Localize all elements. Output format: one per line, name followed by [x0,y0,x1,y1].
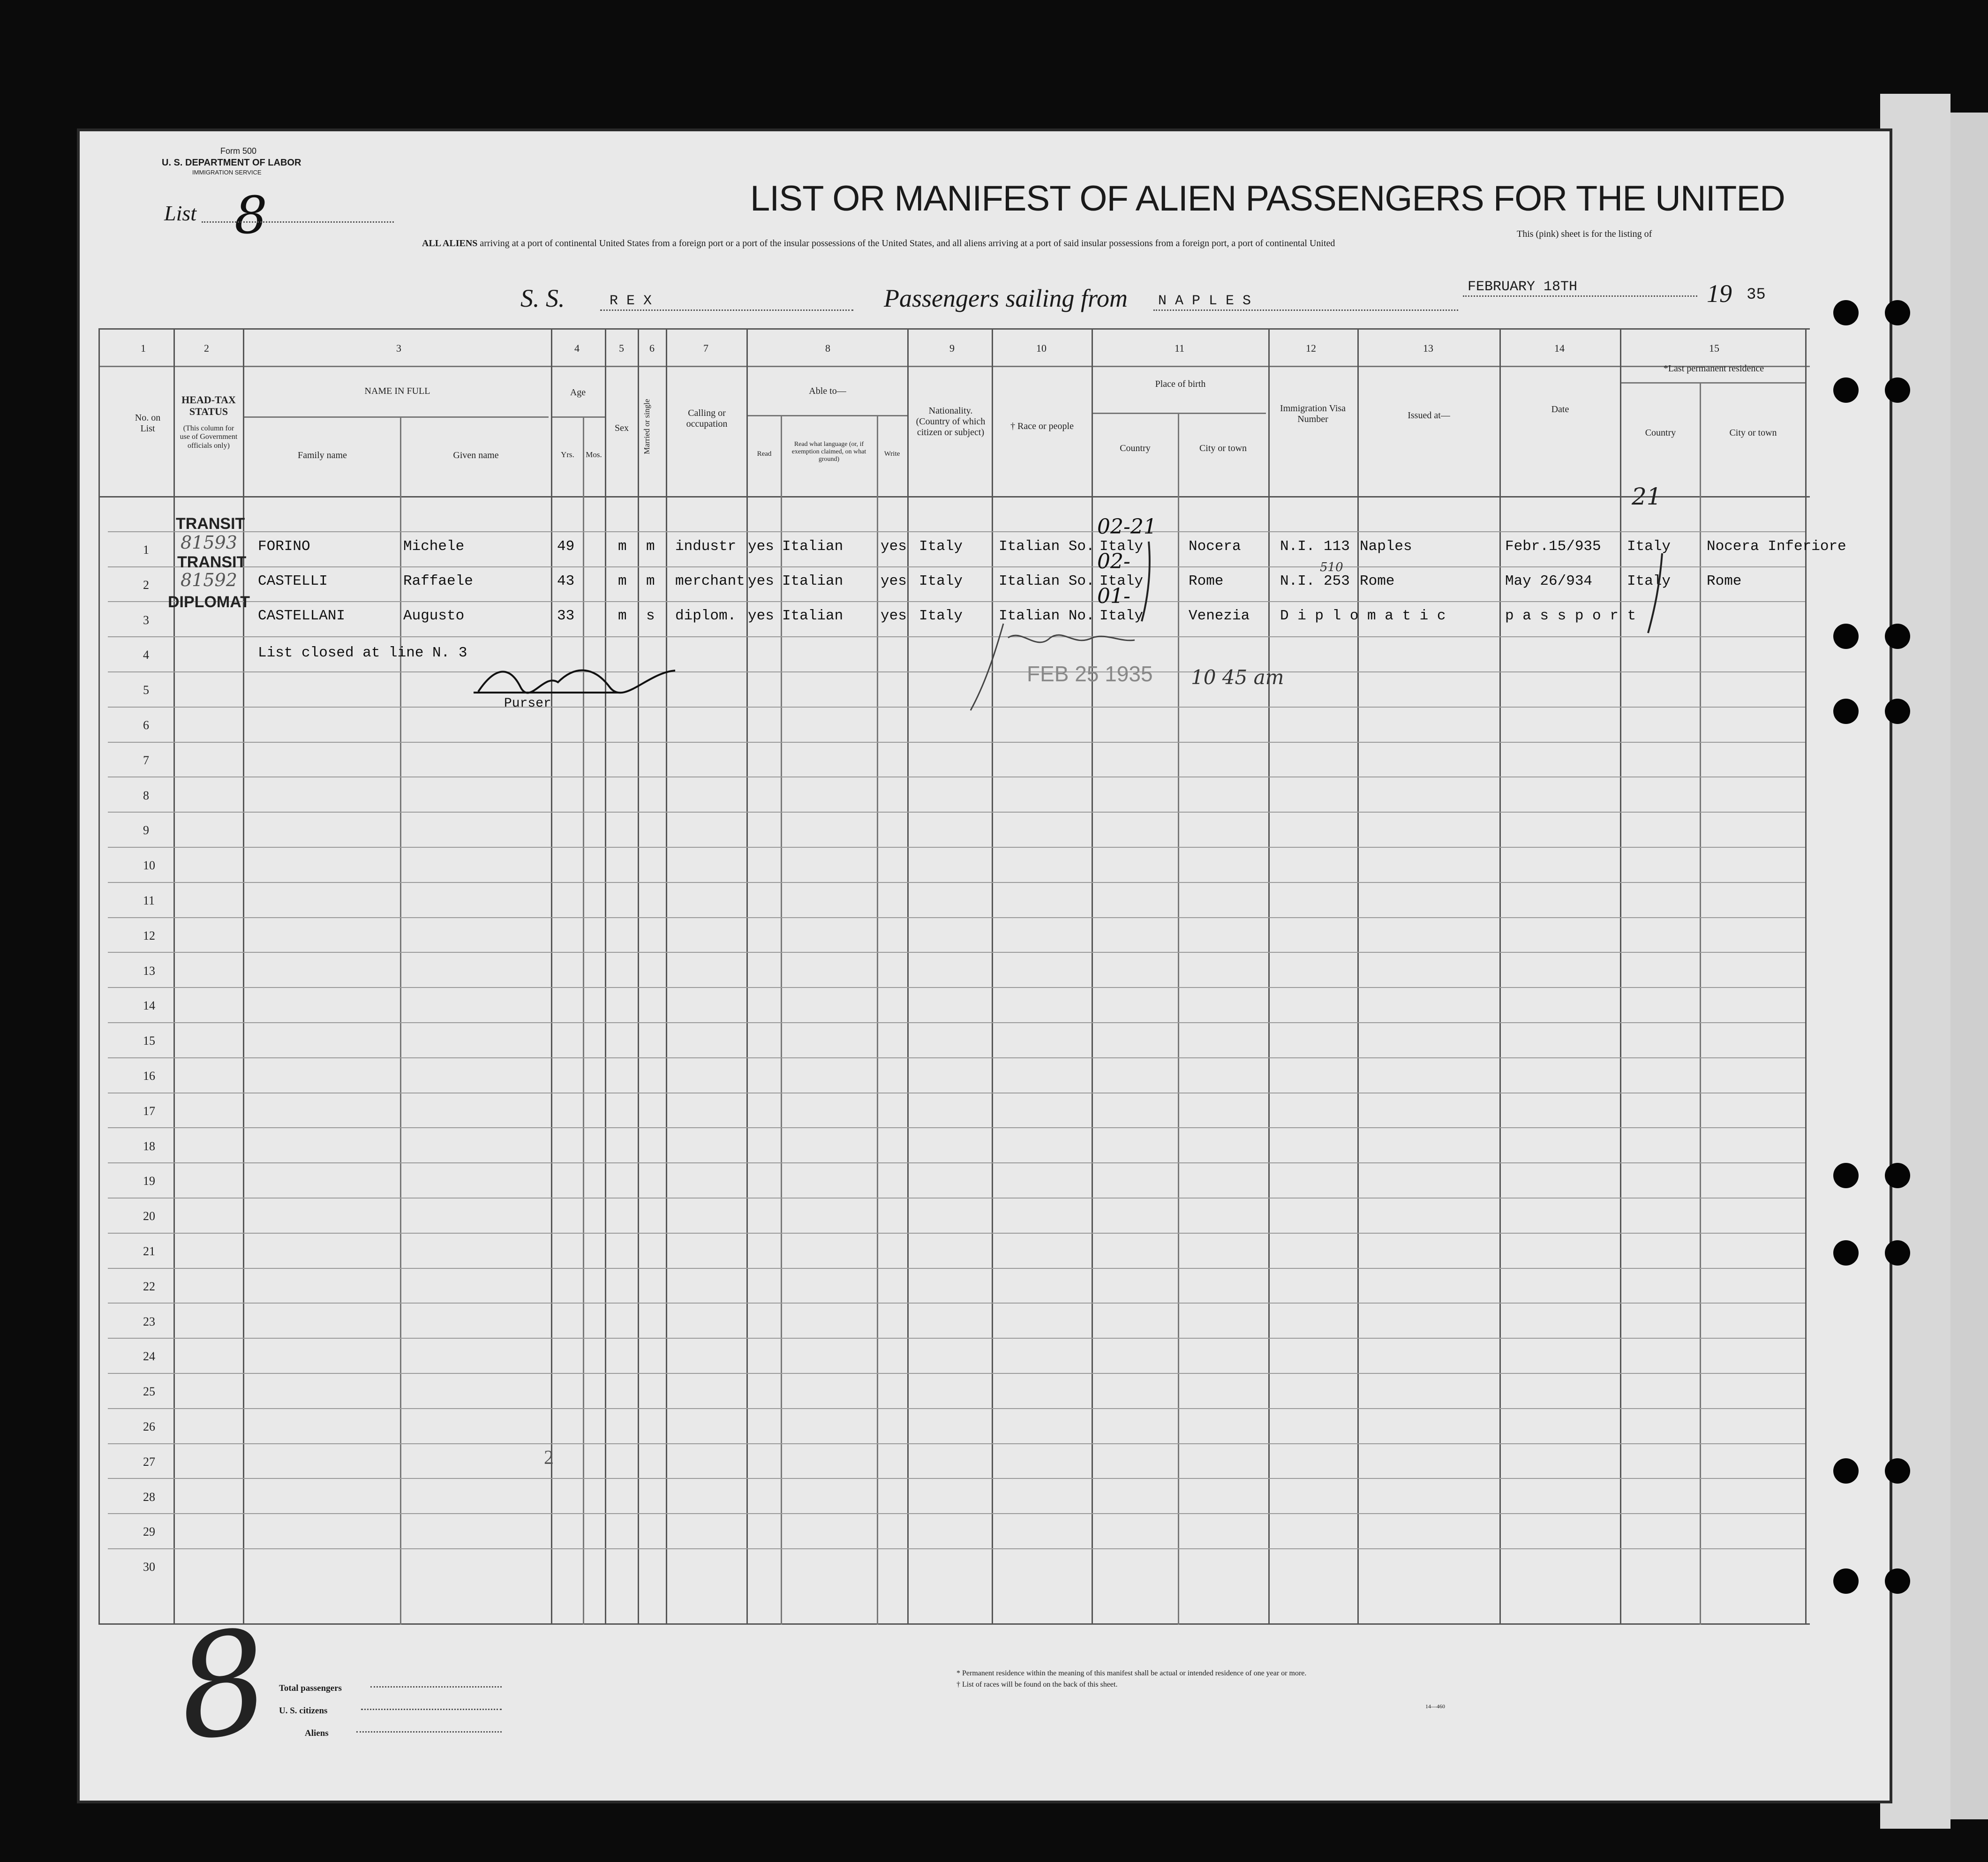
row-rule [108,1443,1805,1444]
table-top-border [98,328,1810,330]
cell-age: 33 [557,608,575,624]
row-rule [108,1233,1805,1234]
departure-port: N A P L E S [1158,293,1251,309]
binder-hole [1833,699,1859,724]
cell-race: Italian No. [999,608,1095,624]
form-number: Form 500 [220,146,257,156]
cell-occupation: merchant [675,573,745,589]
hdr-yrs: Yrs. [561,450,574,459]
cell-family-name: CASTELLANI [258,608,346,624]
hdr-sex: Sex [615,423,629,433]
date-rule [1463,295,1697,297]
page-mark: 2 [544,1447,554,1469]
port-rule [1153,309,1458,311]
row-number: 24 [143,1349,155,1363]
hdr-read: Read [757,450,772,458]
row-rule [108,952,1805,953]
cell-birth-city: Venezia [1189,608,1250,624]
col-border-13 [1499,328,1501,1625]
hdr-head-tax: HEAD-TAX STATUS [181,394,236,418]
hdr-calling: Calling or occupation [686,408,728,429]
row-rule [108,1127,1805,1128]
row-number: 20 [143,1209,155,1223]
year-prefix: 19 [1707,279,1732,308]
cell-nationality: Italy [919,573,963,589]
inspection-time: 10 45 am [1191,666,1284,689]
stamp-row-1: 81593 [181,532,237,553]
row-number: 12 [143,929,155,942]
residence-subheader-rule [1620,382,1805,384]
manifest-subtitle [422,238,1335,249]
row-number: 28 [143,1490,155,1504]
row-number: 30 [143,1560,155,1574]
us-citizens-label: U. S. citizens [279,1706,328,1716]
row-rule [108,671,1805,672]
row-number: 25 [143,1385,155,1398]
subtitle-text: arriving at a port of continental United States from a foreign port or a port of the insular possessions of the United States, and all aliens arriving at a port of said insular possessions from a foreign port, a port of continental United [480,238,1335,249]
header-bottom-border [98,496,1810,498]
colnum-1: 1 [141,342,146,354]
cell-sex: m [618,573,627,589]
cell-age: 43 [557,573,575,589]
row-number: 2 [143,578,149,592]
row-number: 6 [143,718,149,732]
sailing-label: Passengers sailing from [884,284,1128,312]
binder-hole [1833,624,1859,649]
birth-annotation: 02- [1097,550,1130,573]
cell-given-name: Augusto [403,608,465,624]
hdr-lr-city: City or town [1729,428,1777,438]
row-number: 15 [143,1034,155,1048]
binder-hole [1833,1240,1859,1266]
row-number: 11 [143,894,155,907]
hdr-able-to: Able to— [809,386,846,396]
cell-can-read: yes [748,573,774,589]
hdr-mos: Mos. [586,450,602,459]
row-rule [108,847,1805,848]
cell-visa-date: p a s s p o r t [1505,608,1636,624]
colnum-4: 4 [574,342,580,354]
row-rule [108,882,1805,883]
row-number: 23 [143,1315,155,1328]
row-rule [108,742,1805,743]
hdr-place-of-birth: Place of birth [1155,379,1206,389]
ship-name: R E X [610,293,652,309]
colnum-15: 15 [1709,342,1719,354]
us-citizens-rule [361,1709,502,1710]
colnum-10: 10 [1036,342,1047,354]
colnum-7: 7 [703,342,708,354]
stamp-row-2: 81592 [181,570,237,590]
row-rule [108,601,1805,602]
cell-residence-country: Italy [1627,573,1671,589]
row-rule [108,636,1805,637]
cell-can-write: yes [881,573,907,589]
row-rule [108,566,1805,567]
cell-residence-city: Nocera Inferiore [1707,538,1846,555]
cell-read-language: Italian [782,538,843,555]
purser-signature [469,654,694,701]
side-number-mark: 8 [167,1598,279,1773]
col-border-1 [173,328,175,1625]
hdr-last-residence: *Last permanent residence [1663,363,1764,374]
footnote-code: 14—460 [1425,1703,1445,1710]
cell-read-language: Italian [782,573,843,589]
colnum-2: 2 [204,342,209,354]
row-number: 7 [143,754,149,767]
col-border-12 [1357,328,1359,1625]
col-border-5 [638,328,639,1625]
binder-hole [1833,1163,1859,1188]
row-number: 18 [143,1139,155,1153]
cell-visa-date: May 26/934 [1505,573,1593,589]
list-label: List [164,201,197,225]
cell-marital-status: m [646,538,655,555]
row-number: 13 [143,964,155,978]
cell-sex: m [618,538,627,555]
cell-birth-country: Italy [1099,608,1144,624]
birth-annotation: 01- [1097,584,1130,608]
binder-hole [1885,1240,1910,1266]
purser-label: Purser [504,696,551,711]
hdr-birth-city: City or town [1199,443,1247,453]
colnum-border [98,366,1810,367]
inspection-date-stamp: FEB 25 1935 [1027,662,1153,686]
list-number: 8 [234,185,267,245]
cell-birth-city: Nocera [1189,538,1241,555]
birth-ditto-mark [1135,539,1153,624]
hdr-date: Date [1551,404,1569,415]
row-rule [108,987,1805,988]
row-rule [108,531,1805,532]
binder-hole [1833,1568,1859,1594]
birth-annotation: 02-21 [1097,515,1157,539]
col-border-15 [1805,328,1807,1625]
cell-can-read: yes [748,608,774,624]
table-bottom-border [98,1623,1810,1625]
binder-hole [1885,699,1910,724]
colnum-13: 13 [1423,342,1433,354]
manifest-title: LIST OR MANIFEST OF ALIEN PASSENGERS FOR THE UNITED [750,179,1785,219]
subtitle-pink-sheet: This (pink) sheet is for the listing of [1517,229,1652,239]
cell-nationality: Italy [919,538,963,555]
row-rule [108,812,1805,813]
row-number: 10 [143,859,155,872]
cell-occupation: diplom. [675,608,737,624]
hdr-race: † Race or people [1010,421,1074,431]
colnum-14: 14 [1554,342,1565,354]
status-row-2: TRANSIT [177,553,247,571]
binder-hole [1885,624,1910,649]
row-number: 17 [143,1104,155,1118]
row-rule [108,1303,1805,1304]
binder-hole [1833,300,1859,325]
row-number: 4 [143,648,149,662]
aliens-rule [356,1731,502,1733]
col-border-3 [551,328,552,1625]
birth-subheader-rule [1092,413,1266,414]
year-suffix: 35 [1747,286,1766,304]
hdr-no-on-list: No. on List [135,413,161,434]
hdr-read-language: Read what language (or, if exemption claimed, on what ground) [791,441,866,463]
binder-hole [1885,377,1910,403]
cell-race: Italian So. [999,573,1095,589]
hdr-married: Married or single [642,399,652,454]
cell-residence-city: Rome [1707,573,1742,589]
status-row-3: DIPLOMAT [168,593,250,611]
hdr-nationality: Nationality. (Country of which citizen or subject) [916,406,986,437]
row-number: 22 [143,1280,155,1293]
cell-age: 49 [557,538,575,555]
binder-hole [1833,377,1859,403]
colnum-9: 9 [949,342,955,354]
binder-hole [1885,1163,1910,1188]
row-rule [108,1162,1805,1163]
row-number: 8 [143,789,149,802]
aliens-label: Aliens [305,1728,329,1738]
row-number: 1 [143,543,149,557]
row-number: 16 [143,1069,155,1083]
cell-issued-at: Rome [1360,573,1395,589]
row-number: 29 [143,1525,155,1538]
hdr-head-tax-note: (This column for use of Government officials only) [180,424,238,450]
name-subheader-rule [244,416,549,418]
colnum-8: 8 [825,342,830,354]
cell-given-name: Michele [403,538,465,555]
cell-race: Italian So. [999,538,1095,555]
col-border-9 [992,328,993,1625]
service: IMMIGRATION SERVICE [192,169,262,176]
col-border-0 [98,328,100,1625]
footnote-races: † List of races will be found on the back of this sheet. [956,1681,1118,1689]
cell-birth-country: Italy [1099,573,1144,589]
col-border-7 [746,328,748,1625]
manifest-sheet [80,131,1890,1801]
row-number: 26 [143,1420,155,1433]
hdr-issued-at: Issued at— [1408,410,1450,421]
row-number: 19 [143,1174,155,1188]
cell-sex: m [618,608,627,624]
binder-hole [1885,1568,1910,1594]
row-number: 9 [143,823,149,837]
cell-residence-country: Italy [1627,538,1671,555]
col-border-15a [1700,382,1701,1625]
row-rule [108,1548,1805,1549]
row-rule [108,1478,1805,1479]
colnum-6: 6 [649,342,655,354]
cell-can-write: yes [881,608,907,624]
colnum-11: 11 [1175,342,1185,354]
age-subheader-rule [551,416,605,418]
subtitle-all-aliens: ALL ALIENS [422,238,478,249]
cell-issued-at: Naples [1360,538,1412,555]
next-page-edge [1880,94,1950,1829]
row-rule [108,1408,1805,1409]
sailing-date: FEBRUARY 18TH [1468,279,1578,295]
hdr-age: Age [570,387,586,398]
visa-annotation: 510 [1320,560,1343,574]
row-rule [108,1268,1805,1269]
row-number: 5 [143,683,149,697]
hdr-given-name: Given name [453,450,499,460]
row-rule [108,1022,1805,1023]
cell-can-read: yes [748,538,774,555]
col-border-8 [907,328,909,1625]
cell-given-name: Raffaele [403,573,473,589]
col-border-10 [1092,328,1093,1625]
row-rule [108,1338,1805,1339]
col-border-6 [666,328,667,1625]
binder-hole [1833,1458,1859,1484]
colnum-5: 5 [619,342,624,354]
row-number: 27 [143,1455,155,1469]
cell-birth-city: Rome [1189,573,1224,589]
cell-visa-number: D i p l o m a t i c [1280,608,1446,624]
row-rule [108,917,1805,918]
cell-visa-number: N.I. 253 [1280,573,1350,589]
hdr-family-name: Family name [298,450,347,460]
hdr-write: Write [884,450,900,458]
row-number: 14 [143,999,155,1012]
cell-read-language: Italian [782,608,843,624]
footnote-residence: * Permanent residence within the meaning of this manifest shall be actual or intended residence of one year or more. [956,1669,1307,1677]
colnum-3: 3 [396,342,401,354]
binder-hole [1885,300,1910,325]
status-row-1: TRANSIT [176,515,245,533]
cell-birth-country: Italy [1099,538,1144,555]
list-closed: List closed at line N. 3 [258,645,467,661]
row-number: 21 [143,1244,155,1258]
row-rule [108,1513,1805,1514]
residence-annotation: 21 [1632,483,1662,510]
row-rule [108,1198,1805,1199]
binder-hole [1885,1458,1910,1484]
hdr-birth-country: Country [1120,443,1151,453]
row-number: 3 [143,613,149,627]
ss-label: S. S. [520,284,565,312]
hdr-name-in-full: NAME IN FULL [364,386,430,396]
row-rule [108,1057,1805,1058]
cell-occupation: industr [675,538,737,555]
col-border-4 [605,328,606,1625]
ship-rule [600,309,853,311]
cell-family-name: CASTELLI [258,573,328,589]
cell-nationality: Italy [919,608,963,624]
total-passengers-rule [370,1686,502,1688]
cell-visa-date: Febr.15/935 [1505,538,1601,555]
department: U. S. DEPARTMENT OF LABOR [162,158,301,168]
hdr-lr-country: Country [1645,428,1676,438]
row-rule [108,1373,1805,1374]
cell-family-name: FORINO [258,538,310,555]
cell-marital-status: s [646,608,655,624]
col-border-11 [1268,328,1270,1625]
hdr-visa: Immigration Visa Number [1280,403,1346,424]
cell-visa-number: N.I. 113 [1280,538,1350,555]
cell-can-write: yes [881,538,907,555]
cell-marital-status: m [646,573,655,589]
residence-ditto-mark [1641,551,1669,635]
row-rule [108,707,1805,708]
list-number-rule [202,221,394,223]
colnum-12: 12 [1306,342,1316,354]
able-subheader-rule [748,415,907,416]
total-passengers-label: Total passengers [279,1683,342,1693]
col-border-14 [1620,328,1621,1625]
row-rule [108,776,1805,777]
